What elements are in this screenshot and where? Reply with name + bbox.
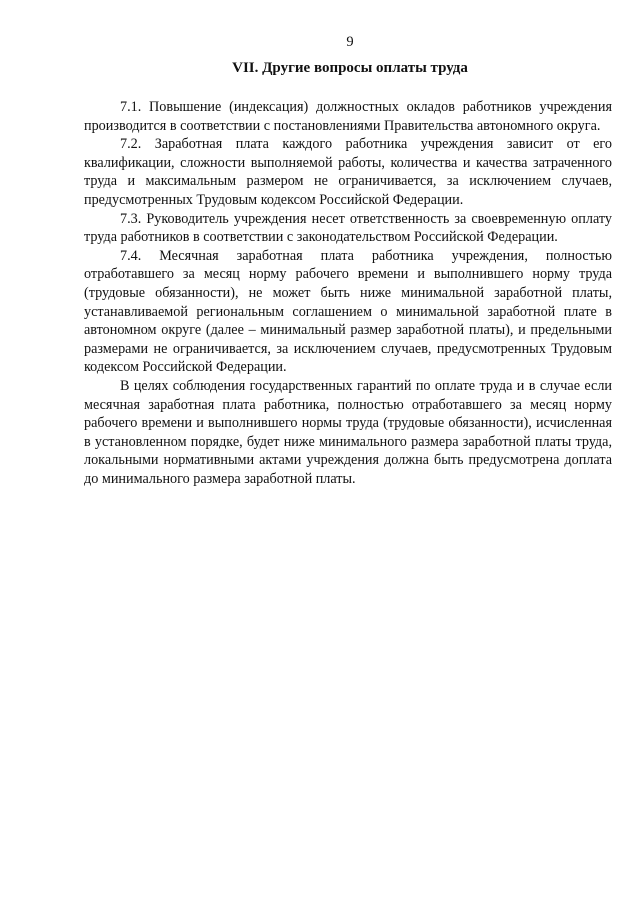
paragraph-guarantees: В целях соблюдения государственных гарантий по оплате труда и в случае если месячная заработная плата работника, полностью отработавшего за месяц норму рабочего времени и выполнившего нормы труда (трудовые обязанности), исчисленная в установленном порядке, будет ниже минимального размера заработной платы труда, локальными нормативными актами учреждения должна быть предусмотрена доплата до минимального размера заработной платы. <box>84 377 612 487</box>
section-title: VII. Другие вопросы оплаты труда <box>232 60 468 76</box>
paragraph-7-4: 7.4. Месячная заработная плата работника учреждения, полностью отработавшего за месяц норму рабочего времени и выполнившего норму труда (трудовые обязанности), не может быть ниже минимальной заработной платы, устанавливаемой региональным соглашением о минимальной заработной плате в автономном округе (далее – минимальный размер заработной платы), и предельными размерами не ограничивается, за исключением случаев, предусмотренных Трудовым кодексом Российской Федерации. <box>84 247 612 376</box>
paragraph-7-1: 7.1. Повышение (индексация) должностных окладов работников учреждения производится в соответствии с постановлениями Правительства автономного округа. <box>84 99 612 134</box>
paragraph-7-2: 7.2. Заработная плата каждого работника учреждения зависит от его квалификации, сложности выполняемой работы, количества и качества затраченного труда и максимальным размером не ограничивается, за исключением случаев, предусмотренных Трудовым кодексом Российской Федерации. <box>84 136 612 208</box>
document-body <box>84 98 612 488</box>
page-number: 9 <box>346 34 354 50</box>
paragraph-7-3: 7.3. Руководитель учреждения несет ответственность за своевременную оплату труда работников в соответствии с законодательством Российской Федерации. <box>84 210 612 246</box>
